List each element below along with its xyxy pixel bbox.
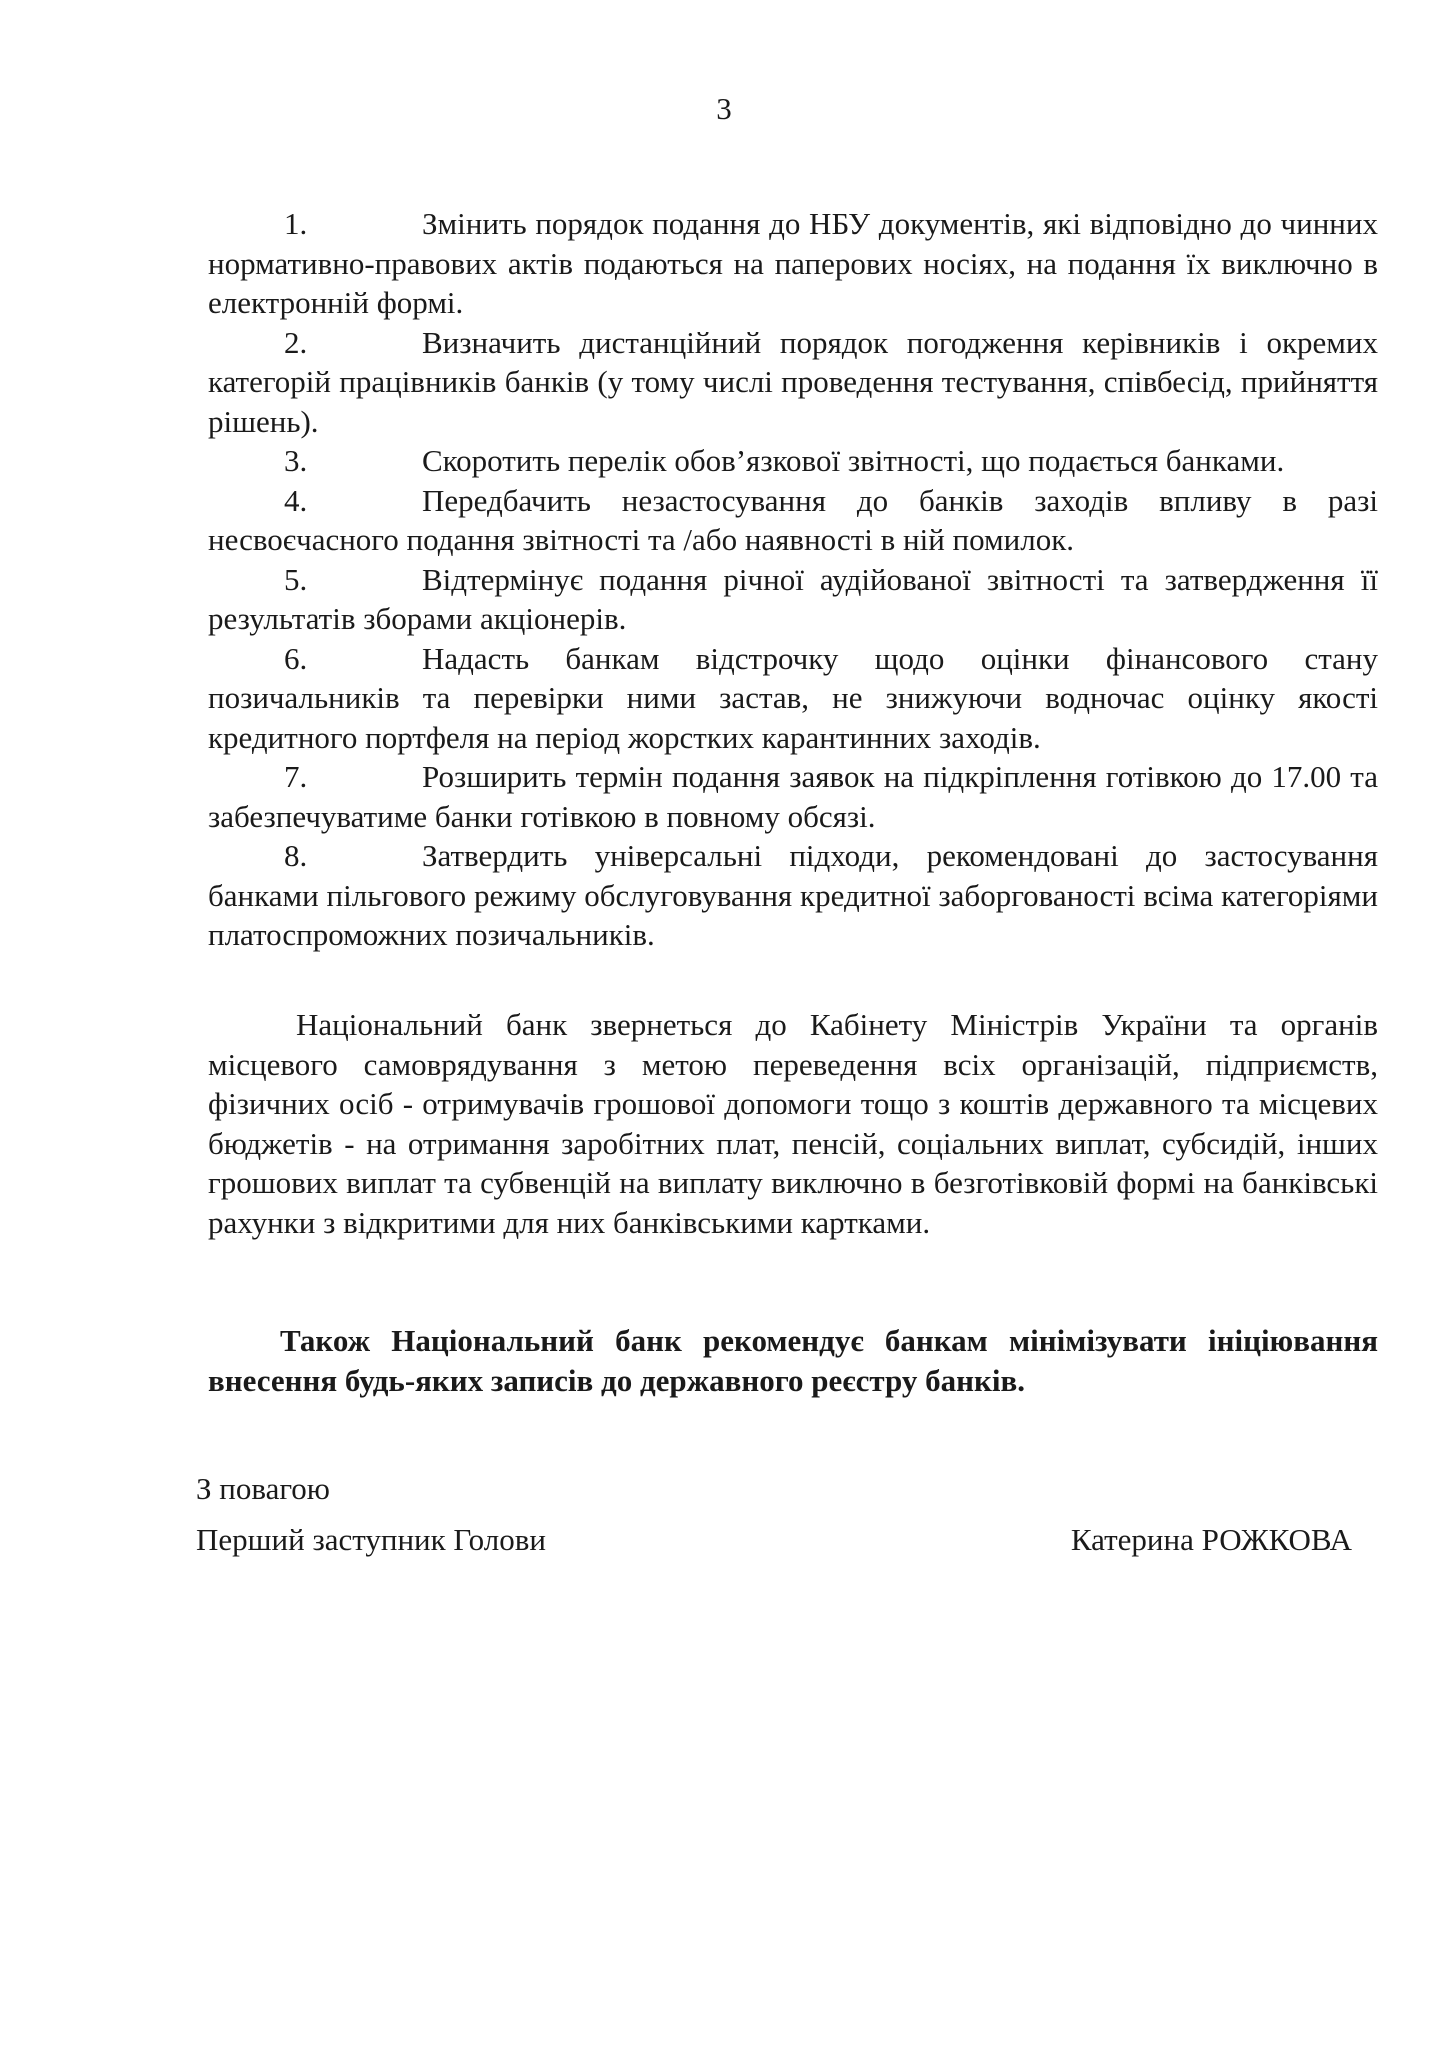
list-item xyxy=(208,560,1378,639)
item-text: Надасть банкам відстрочку щодо оцінки фінансового стану позичальників та перевірки ними застав, не знижуючи водночас оцінку якості кредитного портфеля на період жорстких карантинних заходів. xyxy=(208,640,1378,755)
item-text: Змінить порядок подання до НБУ документів, які відповідно до чинних нормативно-правових актів подаються на паперових носіях, на подання їх виключно в електронній формі. xyxy=(208,206,1378,320)
cabinet-paragraph: Національний банк звернеться до Кабінету Міністрів України та органів місцевого самоврядування з метою переведення всіх організацій, підприємств, фізичних осіб - отримувачів грошової допомоги тощо з коштів державного та місцевих бюджетів - на отримання заробітних плат, пенсій, соціальних виплат, субсидій, інших грошових виплат та субвенцій на виплату виключно в безготівковій формі на банківські рахунки з відкритими для них банківськими картками. xyxy=(208,1007,1378,1240)
item-number: 6. xyxy=(284,640,308,676)
page-number: 3 xyxy=(716,91,732,126)
item-text: Визначить дистанційний порядок погодження керівників і окремих категорій працівників банків (у тому числі проведення тестування, співбесід, прийняття рішень). xyxy=(208,324,1378,439)
closing-salutation: З повагою xyxy=(196,1471,330,1506)
list-item xyxy=(208,639,1378,758)
list-item xyxy=(208,481,1378,560)
signatory-name: Катерина РОЖКОВА xyxy=(1070,1522,1352,1557)
item-number: 8. xyxy=(284,838,308,873)
item-text: Розширить термін подання заявок на підкріплення готівкою до 17.00 та забезпечуватиме банки готівкою в повному обсязі. xyxy=(208,759,1378,834)
signature-row xyxy=(196,1522,1352,1558)
item-text: Передбачить незастосування до банків заходів впливу в разі несвоєчасного подання звітності та /або наявності в ній помилок. xyxy=(208,482,1378,557)
item-number: 5. xyxy=(284,561,308,597)
list-item xyxy=(208,836,1378,955)
item-number: 3. xyxy=(284,443,308,478)
item-number: 4. xyxy=(284,482,308,518)
measures-list xyxy=(208,204,1378,955)
item-number: 1. xyxy=(284,206,308,241)
item-number: 7. xyxy=(284,759,308,794)
list-item xyxy=(208,323,1378,442)
item-number: 2. xyxy=(284,324,308,360)
list-item xyxy=(208,441,1378,481)
recommendation-paragraph: Також Національний банк рекомендує банкам мінімізувати ініціювання внесення будь-яких записів до державного реєстру банків. xyxy=(208,1323,1378,1398)
item-text: Скоротить перелік обов’язкової звітності, що подається банками. xyxy=(422,443,1285,478)
item-text: Відтермінує подання річної аудійованої звітності та затвердження її результатів зборами акціонерів. xyxy=(208,561,1378,636)
item-text: Затвердить універсальні підходи, рекомендовані до застосування банками пільгового режиму обслуговування кредитної заборгованості всіма категоріями платоспроможних позичальників. xyxy=(208,838,1378,952)
list-item xyxy=(208,204,1378,323)
signatory-position: Перший заступник Голови xyxy=(196,1522,546,1557)
list-item xyxy=(208,757,1378,836)
